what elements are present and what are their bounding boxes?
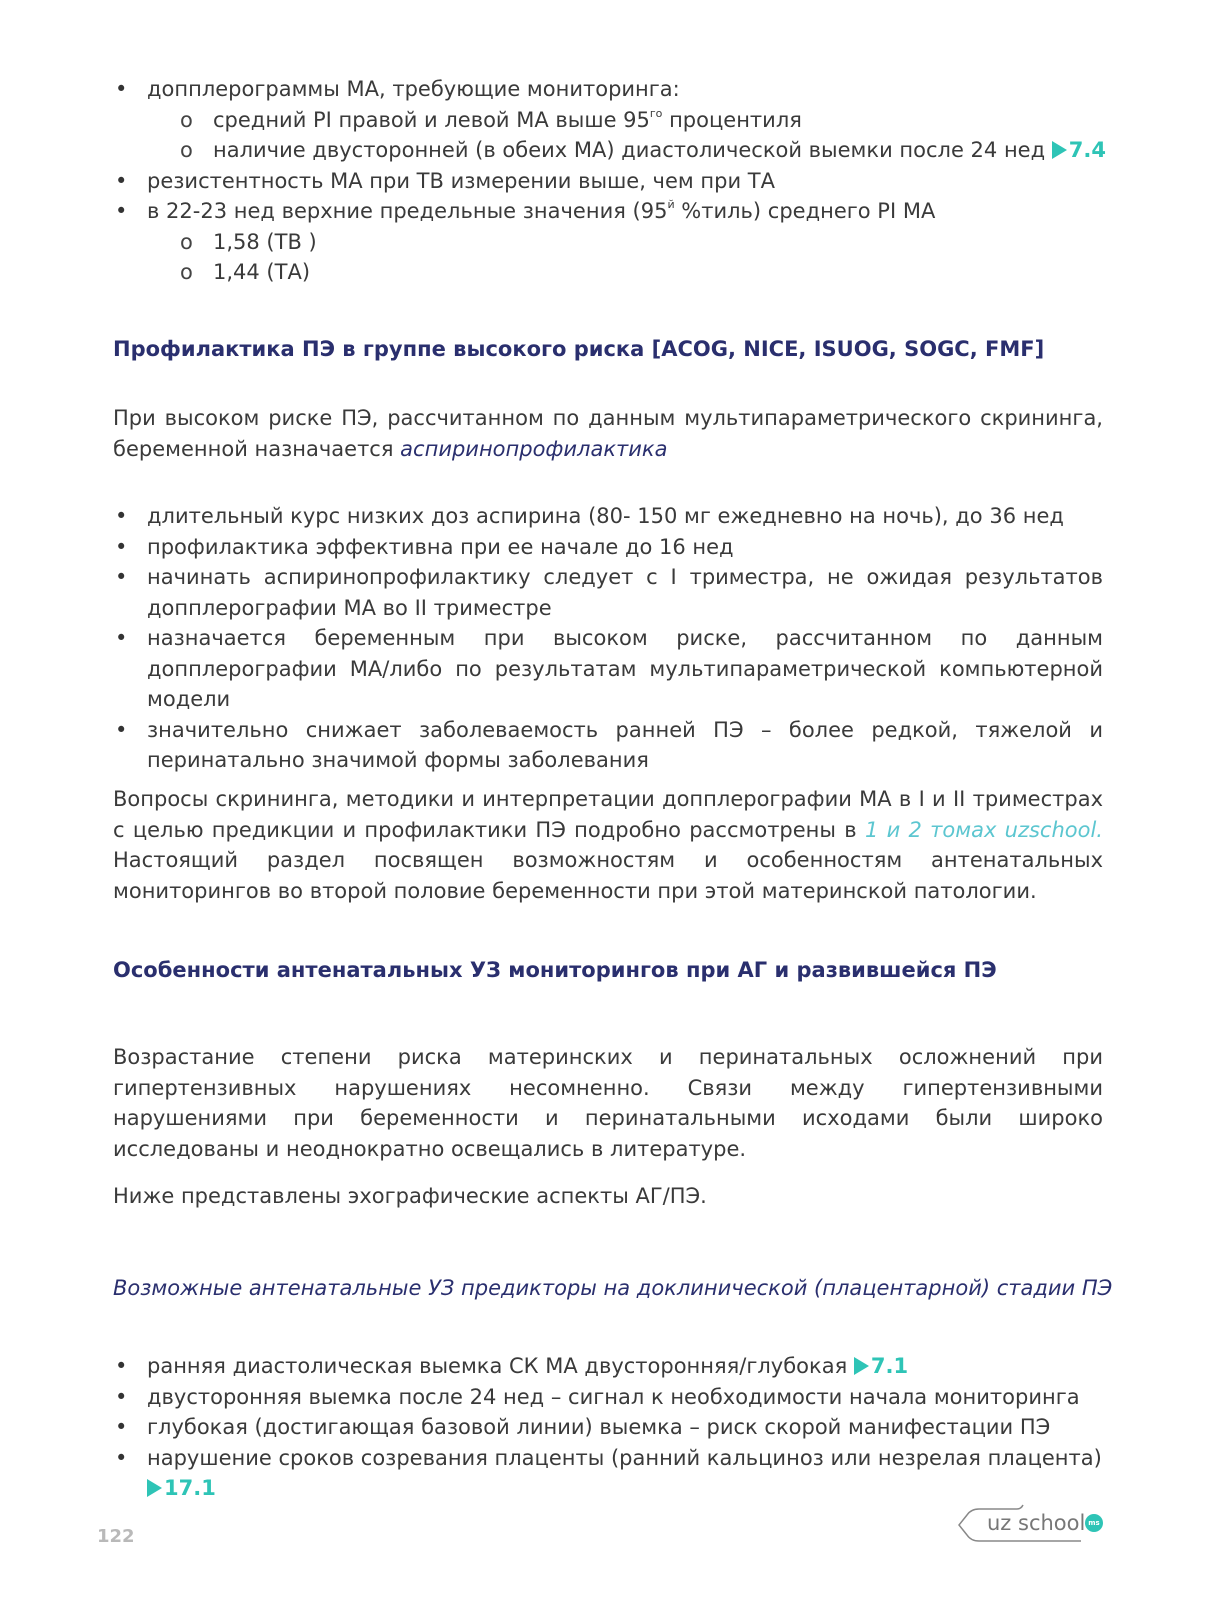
paragraph-intro: При высоком риске ПЭ, рассчитанном по данным мультипараметрического скрининга, беременной назначается аспиринопрофилактика <box>113 406 1103 461</box>
play-triangle-icon <box>1052 141 1067 159</box>
list-item: • профилактика эффективна при ее начале до 16 нед <box>113 532 1103 563</box>
play-triangle-icon <box>147 1479 162 1497</box>
figure-reference-link[interactable]: 7.1 <box>854 1354 908 1378</box>
uzschool-logo <box>957 1503 1107 1545</box>
page-number: 122 <box>97 1526 135 1547</box>
list-item: • глубокая (достигающая базовой линии) выемка – риск скорой манифестации ПЭ <box>113 1412 1113 1443</box>
subsection-title: Возможные антенатальные УЗ предикторы на доклинической (плацентарной) стадии ПЭ <box>113 1276 1113 1300</box>
logo-text: uz school <box>987 1511 1086 1535</box>
figure-reference-link[interactable]: 7.4 <box>1052 138 1106 162</box>
paragraph-risk: Возрастание степени риска материнских и перинатальных осложнений при гипертензивных нарушениях несомненно. Связи между гипертензивными нарушениями при беременности и перинатальными исходами были широко исследованы и неоднократно освещались в литературе. <box>113 1045 1103 1161</box>
list-item: • резистентность МА при ТВ измерении выше, чем при ТА <box>113 166 1123 197</box>
list-item: • начинать аспиринопрофилактику следует с I триместра, не ожидая результатов допплерографии МА во II триместре <box>113 562 1103 623</box>
paragraph-aspects: Ниже представлены эхографические аспекты АГ/ПЭ. <box>113 1184 707 1208</box>
list-item: • назначается беременным при высоком риске, рассчитанном по данным допплерографии МА/либо по результатам мультипараметрической компьютерной модели <box>113 623 1103 715</box>
list-item: • ранняя диастолическая выемка СК МА двусторонняя/глубокая 7.1 <box>113 1351 1113 1382</box>
list-item: o 1,58 (ТВ ) <box>147 227 1123 258</box>
play-triangle-icon <box>854 1357 869 1375</box>
list-item: o 1,44 (ТА) <box>147 257 1123 288</box>
paragraph-screening-questions: Вопросы скрининга, методики и интерпретации допплерографии МА в I и II триместрах с целью предикции и профилактики ПЭ подробно рассмотрены в 1 и 2 томах uzschool. Настоящий раздел посвящен возможностям и особенностям антенатальных мониторингов во второй половие беременности при этой материнской патологии. <box>113 787 1103 903</box>
list-item: • двусторонняя выемка после 24 нед – сигнал к необходимости начала мониторинга <box>113 1382 1113 1413</box>
list-item: • значительно снижает заболеваемость ранней ПЭ – более редкой, тяжелой и перинатально значимой формы заболевания <box>113 715 1103 776</box>
logo-badge: ms <box>1085 1514 1103 1532</box>
list-item: • допплерограммы МА, требующие мониторинга: o средний PI правой и левой МА выше $95^{го}$ процентиля o наличие двусторонней (в обеих МА) диастолической выемки после 24 нед 7.4 <box>113 74 1123 166</box>
list-item: • в 22-23 нед верхние предельные значения ($95^й$ %тиль) среднего PI МА o 1,58 (ТВ ) o 1,44 (ТА) <box>113 196 1123 288</box>
top-bullet-list <box>113 74 1123 288</box>
list-item: o средний PI правой и левой МА выше $95^{го}$ процентиля <box>147 105 1123 136</box>
prophylaxis-bullet-list <box>113 501 1103 776</box>
volume-reference-link[interactable]: 1 и 2 томах uzschool. <box>864 817 1103 842</box>
figure-reference-link[interactable]: 17.1 <box>147 1476 216 1500</box>
list-item: • нарушение сроков созревания плаценты (ранний кальциноз или незрелая плацента) 17.1 <box>113 1443 1113 1504</box>
list-item: o наличие двусторонней (в обеих МА) диастолической выемки после 24 нед 7.4 <box>147 135 1123 166</box>
predictors-bullet-list <box>113 1351 1113 1504</box>
section-heading-prophylaxis: Профилактика ПЭ в группе высокого риска [ACOG, NICE, ISUOG, SOGC, FMF] <box>113 337 1045 361</box>
section-heading-monitoring: Особенности антенатальных УЗ мониторингов при АГ и развившейся ПЭ <box>113 958 997 982</box>
list-item: • длительный курс низких доз аспирина (80- 150 мг ежедневно на ночь), до 36 нед <box>113 501 1103 532</box>
